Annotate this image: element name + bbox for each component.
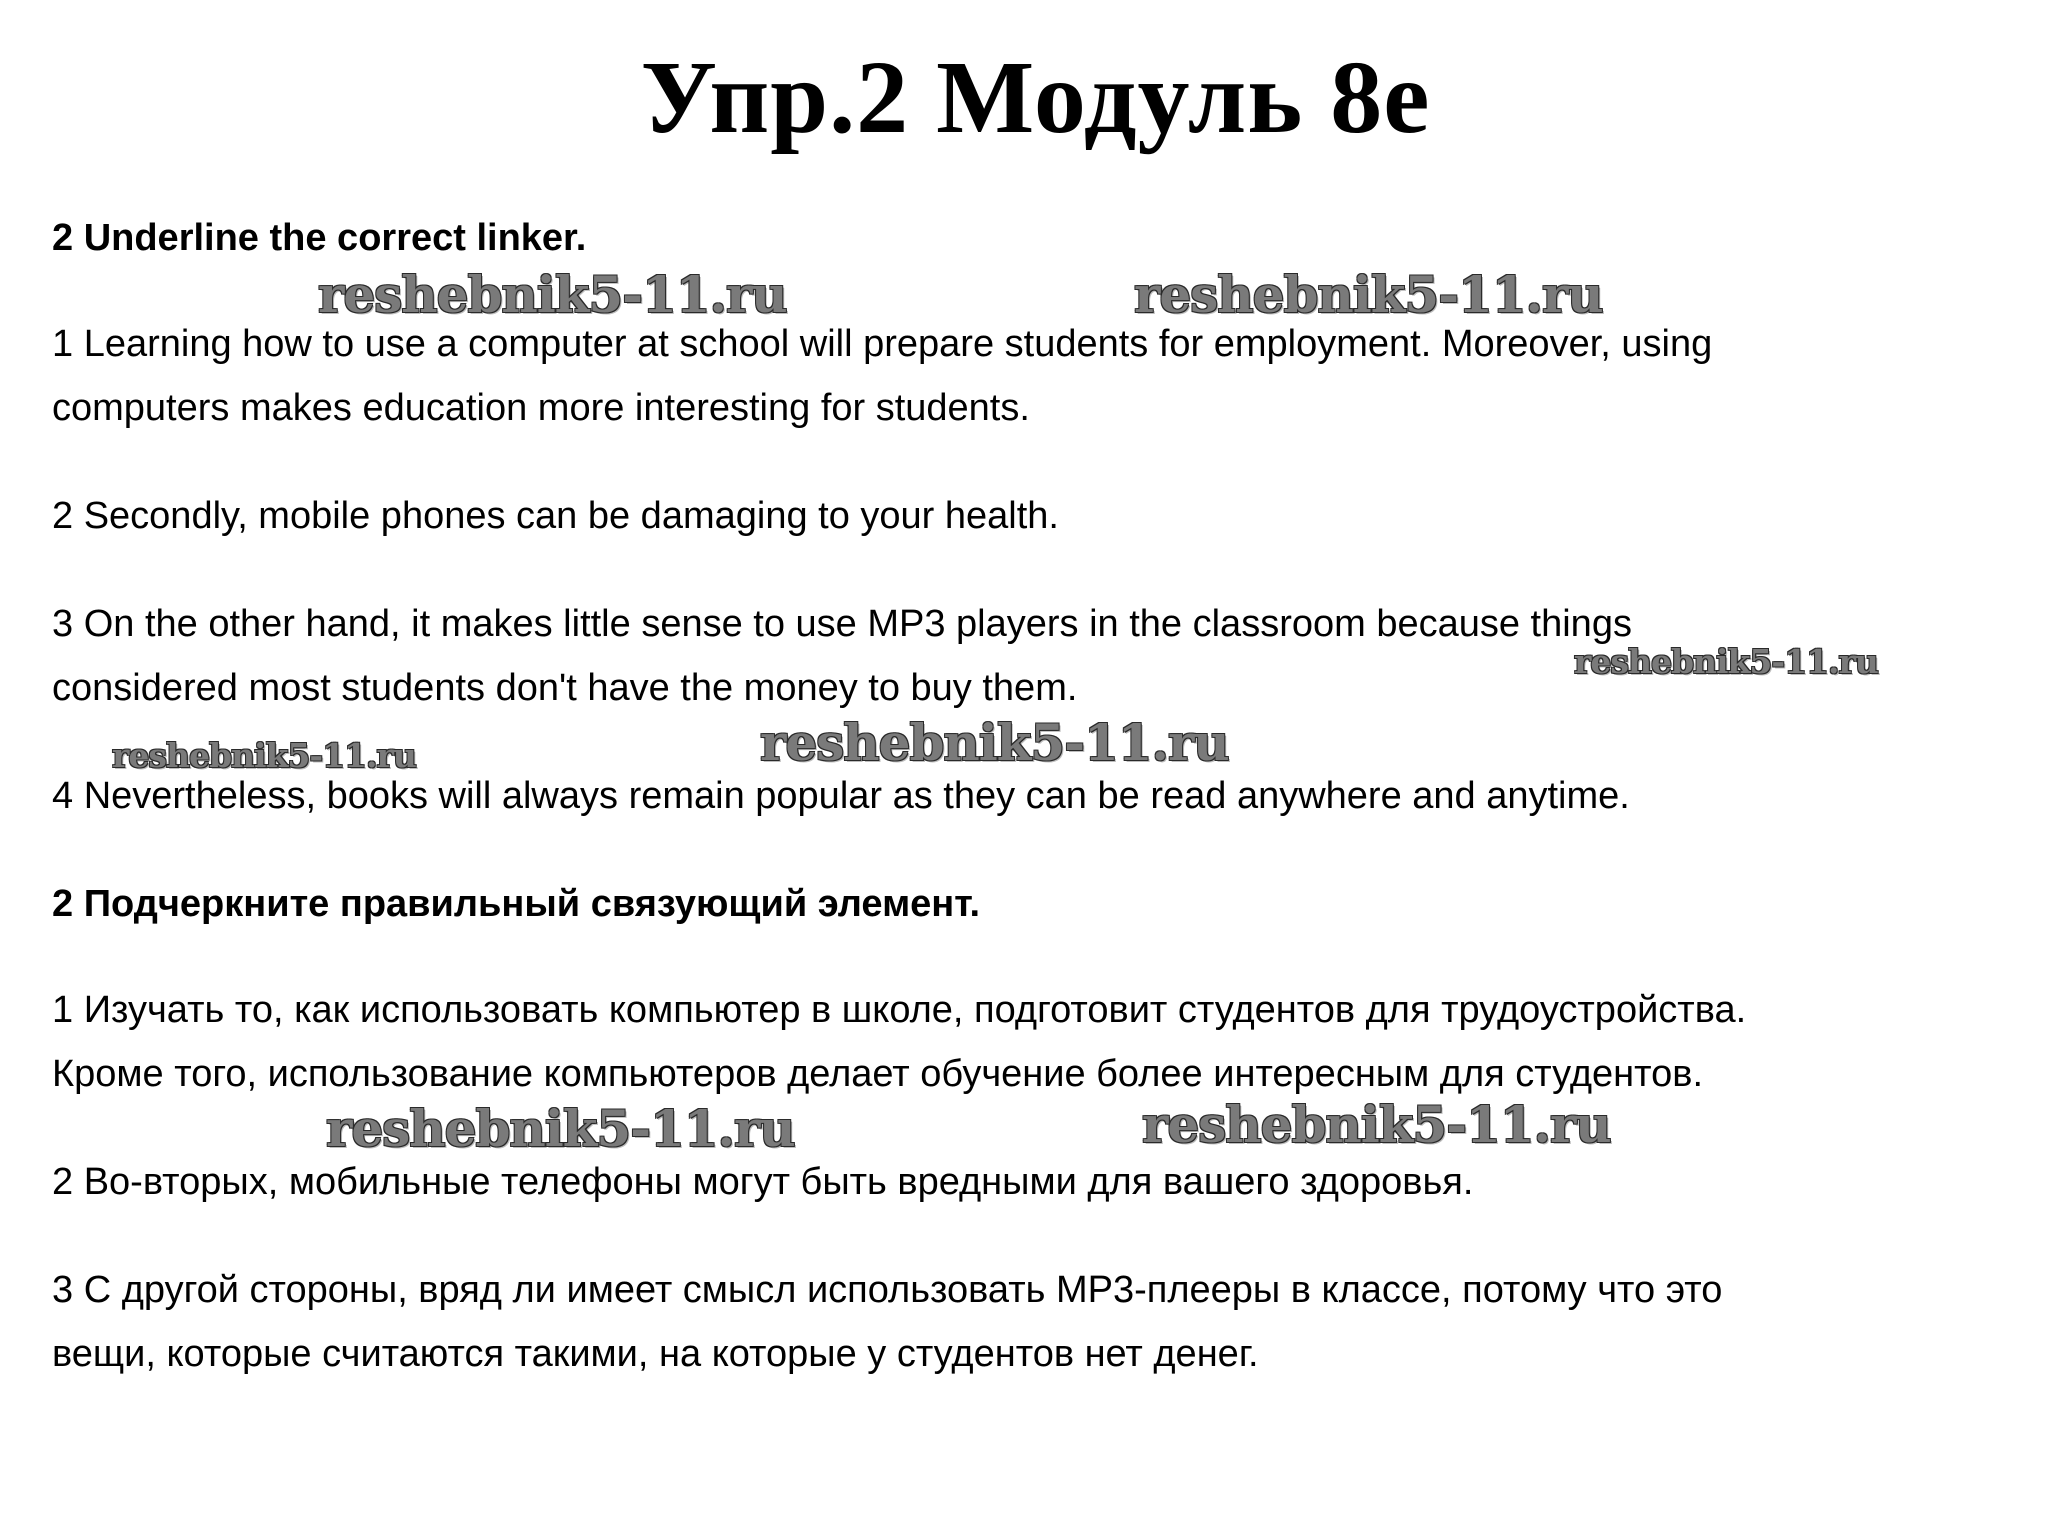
english-item-3-line-1: 3 On the other hand, it makes little sense to use MP3 players in the classroom because things: [52, 603, 1632, 645]
english-item-1-line-1: 1 Learning how to use a computer at school will prepare students for employment. Moreover, using: [52, 323, 1713, 365]
english-item-1-line-2: computers makes education more interesting for students.: [52, 387, 1030, 429]
russian-item-1-line-1: 1 Изучать то, как использовать компьютер в школе, подготовит студентов для трудоустройства.: [52, 989, 1747, 1031]
english-item-2: 2 Secondly, mobile phones can be damaging to your health.: [52, 495, 1059, 537]
watermark: reshebnik5-11.ru: [760, 713, 1229, 772]
watermark: reshebnik5-11.ru: [326, 1099, 795, 1158]
watermark: reshebnik5-11.ru: [1134, 265, 1603, 324]
russian-item-3-line-1: 3 С другой стороны, вряд ли имеет смысл использовать MP3-плееры в классе, потому что это: [52, 1269, 1723, 1311]
english-item-4: 4 Nevertheless, books will always remain popular as they can be read anywhere and anytime.: [52, 775, 1630, 817]
russian-item-1-line-2: Кроме того, использование компьютеров делает обучение более интересным для студентов.: [52, 1053, 1703, 1095]
russian-item-3-line-2: вещи, которые считаются такими, на которые у студентов нет денег.: [52, 1333, 1259, 1375]
russian-heading: 2 Подчеркните правильный связующий элемент.: [52, 883, 981, 925]
page-title: Упр.2 Модуль 8е: [640, 40, 1431, 155]
english-heading: 2 Underline the correct linker.: [52, 217, 587, 259]
watermark: reshebnik5-11.ru: [112, 736, 416, 775]
russian-item-2: 2 Во-вторых, мобильные телефоны могут быть вредными для вашего здоровья.: [52, 1161, 1474, 1203]
watermark: reshebnik5-11.ru: [1142, 1095, 1611, 1154]
english-item-3-line-2: considered most students don't have the money to buy them.: [52, 667, 1078, 709]
watermark: reshebnik5-11.ru: [318, 265, 787, 324]
watermark: reshebnik5-11.ru: [1574, 642, 1878, 681]
